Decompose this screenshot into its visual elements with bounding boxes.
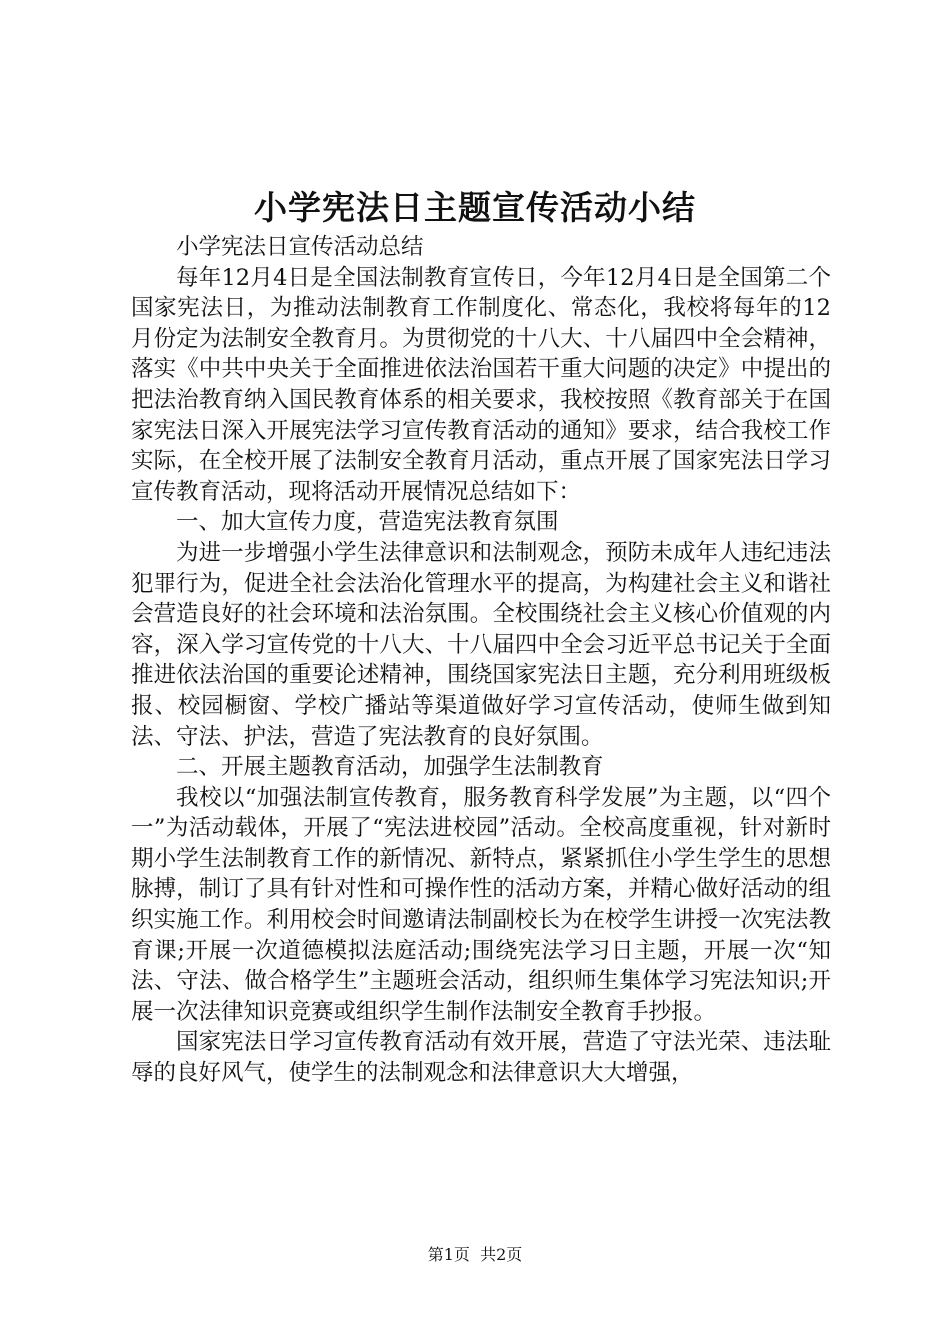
page-footer (0, 1244, 950, 1266)
closing-paragraph: 国家宪法日学习宣传教育活动有效开展，营造了守法光荣、违法耻辱的良好风气，使学生的法制观念和法律意识大大增强， (131, 1029, 831, 1087)
section-1-paragraph: 为进一步增强小学生法律意识和法制观念，预防未成年人违纪违法犯罪行为，促进全社会法治化管理水平的提高，为构建社会主义和谐社会营造良好的社会环境和法治氛围。全校围绕社会主义核心价值观的内容，深入学习宣传党的十八大、十八届四中全会习近平总书记关于全面推进依法治国的重要论述精神，围绕国家宪法日主题，充分利用班级板报、校园橱窗、学校广播站等渠道做好学习宣传活动，使师生做到知法、守法、护法，营造了宪法教育的良好氛围。 (131, 539, 831, 750)
document-title: 小学宪法日主题宣传活动小结 (254, 188, 696, 227)
section-2-paragraph: 我校以“加强法制宣传教育，服务教育科学发展”为主题，以“四个一”为活动载体，开展了“宪法进校园”活动。全校高度重视，针对新时期小学生法制教育工作的新情况、新特点，紧紧抓住小学生学生的思想脉搏，制订了具有针对性和可操作性的活动方案，并精心做好活动的组织实施工作。利用校会时间邀请法制副校长为在校学生讲授一次宪法教育课;开展一次道德模拟法庭活动;围绕宪法学习日主题，开展一次“知法、守法、做合格学生”主题班会活动，组织师生集体学习宪法知识;开展一次法律知识竞赛或组织学生制作法制安全教育手抄报。 (131, 784, 831, 1025)
intro-paragraph: 每年12月4日是全国法制教育宣传日，今年12月4日是全国第二个国家宪法日，为推动法制教育工作制度化、常态化，我校将每年的12月份定为法制安全教育月。为贯彻党的十八大、十八届四中全会精神，落实《中共中央关于全面推进依法治国若干重大问题的决定》中提出的把法治教育纳入国民教育体系的相关要求，我校按照《教育部关于在国家宪法日深入开展宪法学习宣传教育活动的通知》要求，结合我校工作实际，在全校开展了法制安全教育月活动，重点开展了国家宪法日学习宣传教育活动，现将活动开展情况总结如下： (131, 264, 831, 505)
document-body (131, 232, 831, 1089)
page-number-label: 第1页 共2页 (427, 1245, 523, 1264)
section-heading-1: 一、加大宣传力度，营造宪法教育氛围 (176, 509, 559, 536)
section-heading-2: 二、开展主题教育活动，加强学生法制教育 (176, 754, 604, 781)
subtitle-heading: 小学宪法日宣传活动总结 (176, 234, 424, 260)
